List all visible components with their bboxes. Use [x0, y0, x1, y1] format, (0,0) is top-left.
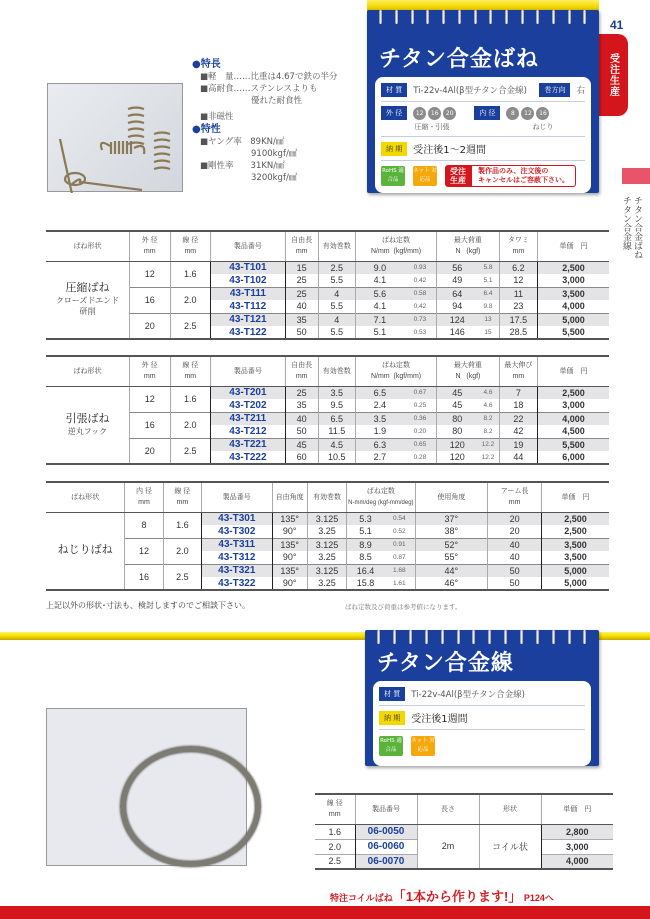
col-price: 単価 円 [541, 794, 613, 824]
size-dot: 16 [428, 107, 441, 120]
outer-diameter-label: 外 径 [381, 106, 407, 120]
winding-value: 右 [576, 86, 585, 96]
table-row[interactable]: 20 2.5 43-T221 45 4.5 6.3 0.65 120 12.2 19 5,500 [46, 438, 609, 451]
table-row[interactable]: 16 2.0 43-T211 40 6.5 3.5 0.36 80 8.2 22 4,000 [46, 412, 609, 425]
col-od: 外 径 mm [129, 356, 170, 386]
promo-page-link[interactable]: P124へ [523, 893, 554, 903]
property-item: 9100kgf/㎟ [200, 149, 298, 159]
material-value: Ti-22v-4Al(β型チタン合金線) [411, 690, 525, 700]
table-header [46, 482, 609, 512]
col-wd: 線 径 mm [163, 482, 201, 512]
table-row[interactable]: 43-T112 40 5.5 4.1 0.42 94 9.8 23 4,000 [46, 300, 609, 313]
col-length: 長さ [417, 794, 479, 824]
binding-rings [367, 10, 599, 24]
inner-diameter-label: 内 径 [474, 106, 500, 120]
delivery-row [379, 706, 585, 730]
inner-caption: ねじり [532, 123, 554, 131]
col-coils: 有効巻数 [318, 356, 355, 386]
footer-bar [0, 906, 650, 919]
features-list [192, 58, 337, 184]
col-form: 形状 [479, 794, 541, 824]
col-free-length: 自由長 mm [285, 231, 318, 261]
col-id: 内 径 mm [125, 482, 163, 512]
delivery-label: 納 期 [381, 142, 407, 156]
outer-caption: 圧縮・引張 [414, 123, 450, 131]
col-shape: ばね形状 [46, 231, 129, 261]
col-od: 外 径 mm [129, 231, 170, 261]
delivery-value: 受注後1週間 [411, 714, 468, 725]
index-marker [622, 168, 650, 184]
size-dot: 12 [413, 107, 426, 120]
spring-spec-card [367, 0, 599, 201]
compression-spring-table [46, 230, 609, 340]
form-cell: コイル状 [479, 824, 541, 869]
delivery-label: 納 期 [379, 711, 405, 725]
extension-spring-table [46, 355, 609, 465]
col-spring-constant: ばね定数 N-mm/deg (kgf-mm/deg) [347, 482, 415, 512]
torsion-spring-table [46, 481, 609, 591]
col-spring-constant: ばね定数 N/mm (kgf/mm) [355, 231, 436, 261]
shape-cell: 圧縮ばね クローズドエンド 研削 [55, 282, 120, 317]
side-index-item[interactable]: チタン合金線 [621, 196, 631, 250]
size-dot: 16 [536, 107, 549, 120]
made-to-order-tab[interactable]: 受注生産 [598, 34, 628, 116]
col-price: 単価 円 [538, 356, 609, 386]
titanium-wire-table [315, 793, 613, 870]
order-text: キャンセルはご容赦下さい。 [478, 176, 569, 184]
card-title: チタン合金線 [377, 651, 514, 676]
table-row[interactable]: 引張ばね 逆丸フック 12 1.6 43-T201 25 3.5 6.5 0.67 45 4.6 7 2,500 [46, 386, 609, 399]
made-to-order-notice [445, 165, 576, 187]
net-badge: ネット 対応品 [413, 166, 437, 186]
rohs-badge: RoHS 適合品 [381, 166, 405, 186]
reference-note: ばね定数及び荷重は参考値になります。 [345, 603, 462, 611]
col-coils: 有効巻数 [307, 482, 346, 512]
col-free-length: 自由長 mm [285, 356, 318, 386]
wire-spec-card [365, 628, 599, 774]
table-row[interactable]: 2.0 06-0060 3,000 [315, 839, 613, 854]
feature-item: ■高耐食……ステンレスよりも [200, 84, 318, 94]
feature-item: ■非磁性 [200, 112, 234, 122]
col-arm-length: アーム長 mm [488, 482, 542, 512]
badges-row [381, 161, 585, 191]
col-max-load: 最大荷重 N (kgf) [437, 231, 500, 261]
col-wire-diameter: 線 径 mm [315, 794, 355, 824]
table-row[interactable]: 圧縮ばね クローズドエンド 研削 12 1.6 43-T101 15 2.5 9.0 0.93 56 5.8 6.2 2,500 [46, 261, 609, 274]
net-badge: ネット 対応品 [411, 736, 435, 756]
consult-note: 上記以外の形状･寸法も、検討しますのでご相談下さい。 [46, 601, 250, 610]
promo-prefix: 特注コイルばね [330, 893, 393, 903]
material-row [381, 79, 585, 102]
size-dot: 20 [443, 107, 456, 120]
table-row[interactable]: 43-T302 90° 3.25 5.1 0.52 38° 20 2,500 [46, 525, 609, 538]
col-free-angle: 自由角度 [272, 482, 307, 512]
card-title: チタン合金ばね [379, 47, 539, 72]
table-header [315, 794, 613, 824]
table-row[interactable]: 1.6 06-0050 2m コイル状 2,800 [315, 824, 613, 839]
wire-coil-image [120, 746, 261, 867]
properties-heading: ●特性 [192, 124, 221, 135]
table-row[interactable]: 43-T102 25 5.5 4.1 0.42 49 5.1 12 3,000 [46, 274, 609, 287]
table-row[interactable]: 43-T212 50 11.5 1.9 0.20 80 8.2 42 4,500 [46, 425, 609, 438]
side-index-item[interactable]: チタン合金ばね [632, 196, 642, 259]
promo-headline: 「1本から作ります!」 [392, 889, 522, 904]
property-item: ■剛性率 31KN/㎟ [200, 161, 285, 171]
material-row [379, 683, 585, 706]
features-heading: ●特長 [192, 59, 221, 70]
property-item: ■ヤング率 89KN/㎟ [200, 137, 285, 147]
col-spring-constant: ばね定数 N/mm (kgf/mm) [355, 356, 436, 386]
table-row[interactable]: 2.5 06-0070 4,000 [315, 854, 613, 869]
col-coils: 有効巻数 [318, 231, 355, 261]
table-row[interactable]: 43-T312 90° 3.25 8.5 0.87 55° 40 3,500 [46, 551, 609, 564]
binding-rings [365, 630, 599, 644]
diameter-row [381, 102, 585, 137]
col-part-number: 製品番号 [211, 356, 286, 386]
table-row[interactable]: 20 2.5 43-T121 35 4 7.1 0.73 124 13 17.5 5,000 [46, 313, 609, 326]
col-part-number: 製品番号 [355, 794, 417, 824]
spring-photo [47, 83, 183, 192]
shape-cell: ねじりばね [57, 544, 113, 557]
delivery-row [381, 137, 585, 161]
rohs-badge: RoHS 適合品 [379, 736, 403, 756]
col-part-number: 製品番号 [211, 231, 286, 261]
material-value: Ti-22v-4Al(β型チタン合金線) [413, 86, 527, 96]
col-shape: ばね形状 [46, 482, 125, 512]
feature-item: 優れた耐食性 [200, 96, 303, 106]
length-cell: 2m [417, 824, 479, 869]
card-body [375, 77, 591, 193]
feature-item: ■軽 量……比重は4.67で鉄の半分 [200, 72, 338, 82]
table-header [46, 231, 609, 261]
table-row[interactable]: 43-T322 90° 3.25 15.8 1.61 46° 50 5,000 [46, 577, 609, 590]
material-label: 材 質 [381, 83, 407, 97]
table-row[interactable]: 16 2.5 43-T321 135° 3.125 16.4 1.68 44° 50 5,000 [46, 564, 609, 577]
col-use-angle: 使用角度 [415, 482, 488, 512]
size-dot: 12 [521, 107, 534, 120]
table-header [46, 356, 609, 386]
material-label: 材 質 [379, 687, 405, 701]
table-row[interactable]: ねじりばね 8 1.6 43-T301 135° 3.125 5.3 0.54 37° 20 2,500 [46, 512, 609, 525]
shape-cell: 引張ばね 逆丸フック [65, 412, 110, 436]
col-part-number: 製品番号 [202, 482, 273, 512]
table-row[interactable]: 16 2.0 43-T111 25 4 5.6 0.58 64 6.4 11 3,500 [46, 287, 609, 300]
col-price: 単価 円 [542, 482, 609, 512]
table-row[interactable]: 43-T202 35 9.5 2.4 0.25 45 4.6 18 3,000 [46, 399, 609, 412]
table-row[interactable]: 43-T222 60 10.5 2.7 0.28 120 12.2 44 6,000 [46, 451, 609, 464]
table-row[interactable]: 43-T122 50 5.5 5.1 0.53 146 15 28.5 5,500 [46, 326, 609, 339]
winding-label: 巻方向 [539, 83, 570, 97]
col-max-load: 最大荷重 N (kgf) [437, 356, 500, 386]
order-text: 製作品のみ、注文後の [478, 167, 549, 175]
col-price: 単価 円 [538, 231, 609, 261]
col-wd: 線 径 mm [170, 356, 211, 386]
table-row[interactable]: 12 2.0 43-T311 135° 3.125 8.9 0.91 52° 40 3,500 [46, 538, 609, 551]
custom-coil-promo[interactable] [330, 886, 554, 905]
property-item: 3200kgf/㎟ [200, 173, 298, 183]
delivery-value: 受注後1～2週間 [413, 145, 486, 156]
size-dot: 8 [506, 107, 519, 120]
springs-illustration [48, 84, 184, 193]
page-number: 41 [610, 18, 624, 32]
badges-row [379, 730, 585, 764]
card-body [373, 681, 591, 766]
col-deflection: タワミ mm [499, 231, 537, 261]
col-wd: 線 径 mm [170, 231, 211, 261]
order-label: 受注 生産 [446, 166, 472, 186]
col-shape: ばね形状 [46, 356, 129, 386]
side-index [620, 196, 642, 259]
col-max-extension: 最大伸び mm [499, 356, 537, 386]
wire-coil-photo [46, 708, 247, 866]
